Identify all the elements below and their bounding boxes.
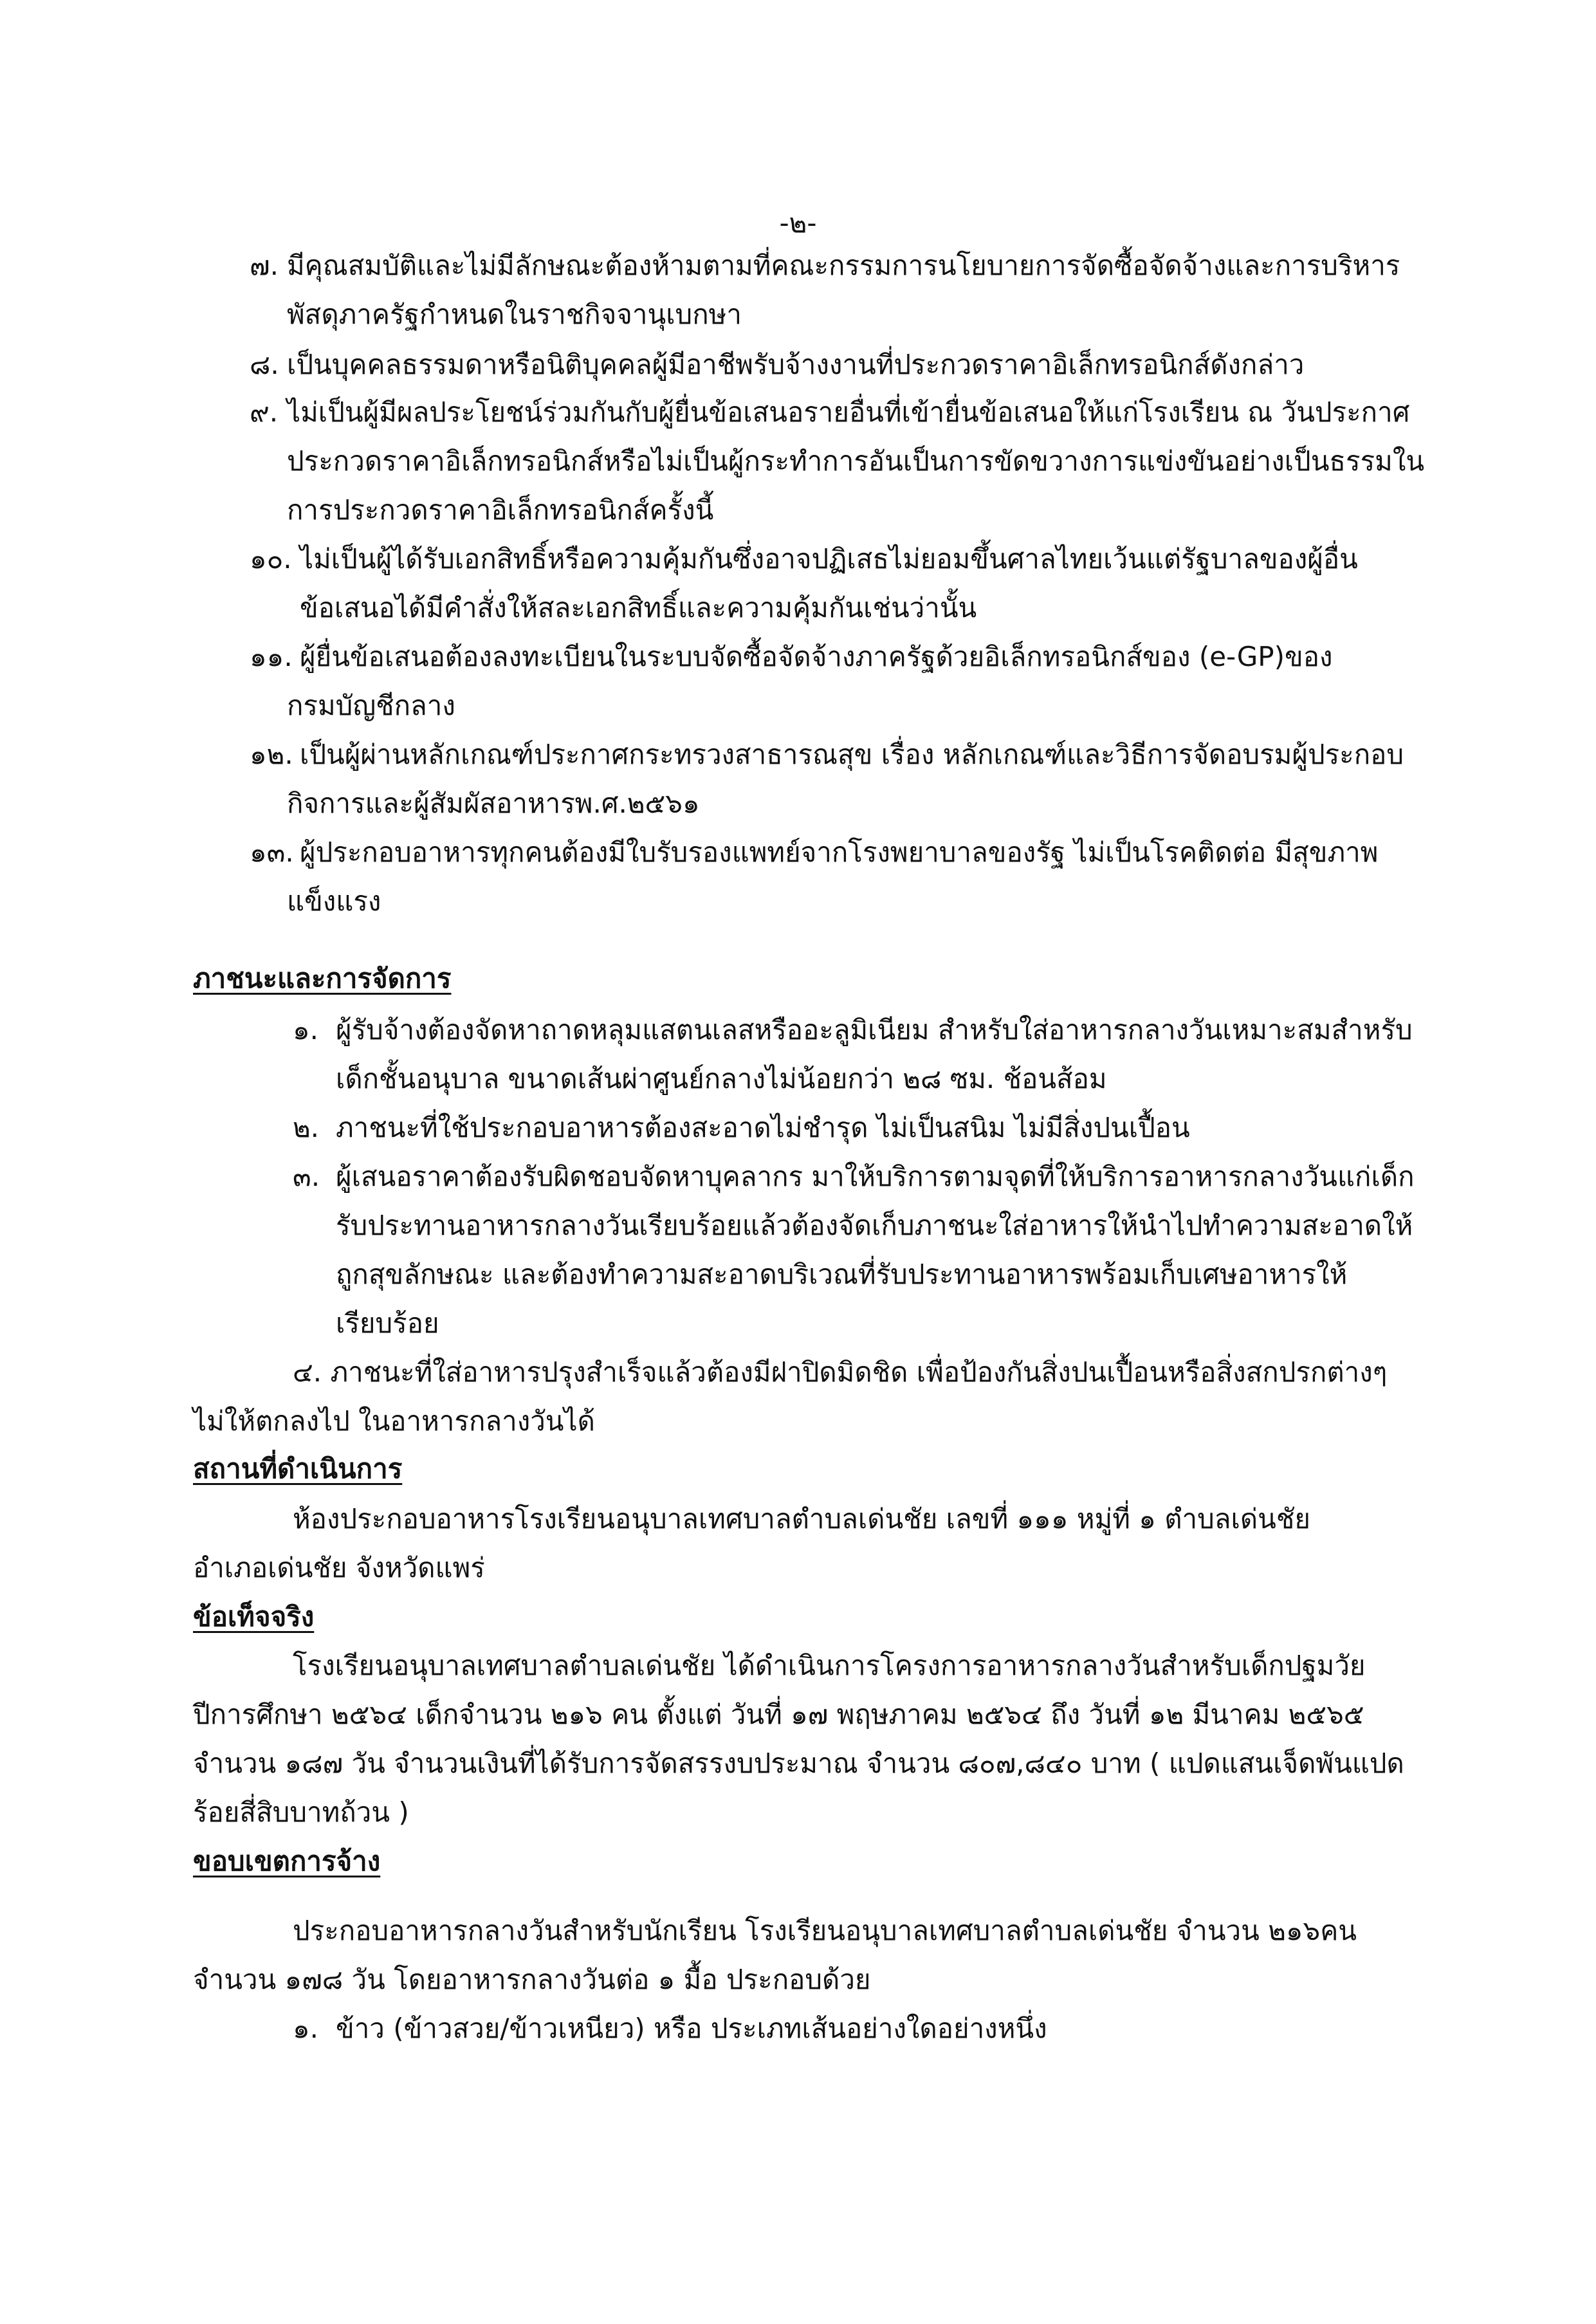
container-item-text: เรียบร้อย (336, 1307, 439, 1339)
scope-item-label: ๑. (293, 2013, 319, 2044)
container-item-label: ๓. (293, 1161, 320, 1192)
qualification-label: ๗. (250, 250, 279, 281)
container-item-label: ๑. (293, 1014, 319, 1046)
qualification-text: เป็นบุคคลธรรมดาหรือนิติบุคคลผู้มีอาชีพรับจ้างงานที่ประกวดราคาอิเล็กทรอนิกส์ดังกล่าว (287, 349, 1305, 380)
scope-text: จำนวน ๑๗๘ วัน โดยอาหารกลางวันต่อ ๑ มื้อ ประกอบด้วย (193, 1964, 871, 1995)
qualification-text: ไม่เป็นผู้ได้รับเอกสิทธิ์หรือความคุ้มกันซึ่งอาจปฏิเสธไม่ยอมขึ้นศาลไทยเว้นแต่รัฐบาลของผู้อื่น (300, 543, 1358, 575)
facts-text: ร้อยสี่สิบบาทถ้วน ) (193, 1796, 409, 1828)
containers-heading: ภาชนะและการจัดการ (193, 963, 452, 994)
qualification-text: การประกวดราคาอิเล็กทรอนิกส์ครั้งนี้ (287, 494, 714, 526)
qualification-label: ๙. (250, 396, 279, 428)
container-item-text: ถูกสุขลักษณะ และต้องทำความสะอาดบริเวณที่รับประทานอาหารพร้อมเก็บเศษอาหารให้ (336, 1259, 1348, 1290)
container-item-text: ภาชนะที่ใช้ประกอบอาหารต้องสะอาดไม่ชำรุด ไม่เป็นสนิม ไม่มีสิ่งปนเปื้อน (336, 1112, 1190, 1143)
container-item-4-text: ๔. ภาชนะที่ใส่อาหารปรุงสำเร็จแล้วต้องมีฝาปิดมิดชิด เพื่อป้องกันสิ่งปนเปื้อนหรือสิ่งสกปรกต่างๆ (293, 1356, 1388, 1388)
scope-text: ประกอบอาหารกลางวันสำหรับนักเรียน โรงเรียนอนุบาลเทศบาลตำบลเด่นชัย จำนวน ๒๑๖คน (293, 1915, 1357, 1946)
page-number: -๒- (779, 207, 817, 239)
container-item-text: รับประทานอาหารกลางวันเรียบร้อยแล้วต้องจัดเก็บภาชนะใส่อาหารให้นำไปทำความสะอาดให้ (336, 1210, 1413, 1241)
location-text: ห้องประกอบอาหารโรงเรียนอนุบาลเทศบาลตำบลเด่นชัย เลขที่ ๑๑๑ หมู่ที่ ๑ ตำบลเด่นชัย (293, 1503, 1310, 1535)
qualification-label: ๘. (250, 349, 279, 380)
scope-heading: ขอบเขตการจ้าง (193, 1845, 381, 1877)
qualification-text: ข้อเสนอได้มีคำสั่งให้สละเอกสิทธิ์และความคุ้มกันเช่นว่านั้น (300, 592, 977, 623)
qualification-text: ประกวดราคาอิเล็กทรอนิกส์หรือไม่เป็นผู้กระทำการอันเป็นการขัดขวางการแข่งขันอย่างเป็นธรรมใน (287, 445, 1425, 477)
qualification-text: พัสดุภาครัฐกำหนดในราชกิจจานุเบกษา (287, 299, 742, 330)
container-item-4-text: ไม่ให้ตกลงไป ในอาหารกลางวันได้ (193, 1405, 595, 1437)
facts-heading: ข้อเท็จจริง (193, 1601, 315, 1632)
container-item-text: ผู้เสนอราคาต้องรับผิดชอบจัดหาบุคลากร มาให้บริการตามจุดที่ให้บริการอาหารกลางวันแก่เด็ก (336, 1161, 1415, 1192)
facts-text: จำนวน ๑๘๗ วัน จำนวนเงินที่ได้รับการจัดสรรงบประมาณ จำนวน ๘๐๗,๘๔๐ บาท ( แปดแสนเจ็ดพันแปด (193, 1748, 1404, 1779)
qualification-label: ๑๐. (250, 543, 292, 575)
location-text: อำเภอเด่นชัย จังหวัดแพร่ (193, 1552, 485, 1583)
qualification-text: มีคุณสมบัติและไม่มีลักษณะต้องห้ามตามที่คณะกรรมการนโยบายการจัดซื้อจัดจ้างและการบริหาร (287, 250, 1400, 281)
qualification-text: ผู้ยื่นข้อเสนอต้องลงทะเบียนในระบบจัดซื้อจัดจ้างภาครัฐด้วยอิเล็กทรอนิกส์ของ (e-GP)ของ (300, 641, 1333, 672)
scope-item-text: ข้าว (ข้าวสวย/ข้าวเหนียว) หรือ ประเภทเส้นอย่างใดอย่างหนึ่ง (336, 2013, 1047, 2044)
container-item-text: เด็กชั้นอนุบาล ขนาดเส้นผ่าศูนย์กลางไม่น้อยกว่า ๒๘ ซม. ช้อนส้อม (336, 1063, 1107, 1094)
qualification-label: ๑๑. (250, 641, 293, 672)
qualification-label: ๑๒. (250, 739, 293, 770)
facts-text: โรงเรียนอนุบาลเทศบาลตำบลเด่นชัย ได้ดำเนินการโครงการอาหารกลางวันสำหรับเด็กปฐมวัย (293, 1650, 1366, 1681)
facts-text: ปีการศึกษา ๒๕๖๔ เด็กจำนวน ๒๑๖ คน ตั้งแต่ วันที่ ๑๗ พฤษภาคม ๒๕๖๔ ถึง วันที่ ๑๒ มีนาคม ๒๕๖๕ (193, 1699, 1364, 1730)
qualification-text: เป็นผู้ผ่านหลักเกณฑ์ประกาศกระทรวงสาธารณสุข เรื่อง หลักเกณฑ์และวิธีการจัดอบรมผู้ประกอบ (300, 739, 1404, 770)
qualification-text: ไม่เป็นผู้มีผลประโยชน์ร่วมกันกับผู้ยื่นข้อเสนอรายอื่นที่เข้ายื่นข้อเสนอให้แก่โรงเรียน ณ วันประกาศ (287, 396, 1410, 428)
location-heading: สถานที่ดำเนินการ (193, 1453, 403, 1484)
container-item-label: ๒. (293, 1112, 320, 1143)
qualification-text: กรมบัญชีกลาง (287, 690, 455, 721)
qualification-text: ผู้ประกอบอาหารทุกคนต้องมีใบรับรองแพทย์จากโรงพยาบาลของรัฐ ไม่เป็นโรคติดต่อ มีสุขภาพ (300, 836, 1379, 868)
qualification-text: แข็งแรง (287, 885, 381, 917)
qualification-label: ๑๓. (250, 836, 294, 868)
container-item-text: ผู้รับจ้างต้องจัดหาถาดหลุมแสตนเลสหรืออะลูมิเนียม สำหรับใส่อาหารกลางวันเหมาะสมสำหรับ (336, 1014, 1413, 1046)
qualification-text: กิจการและผู้สัมผัสอาหารพ.ศ.๒๕๖๑ (287, 788, 700, 819)
